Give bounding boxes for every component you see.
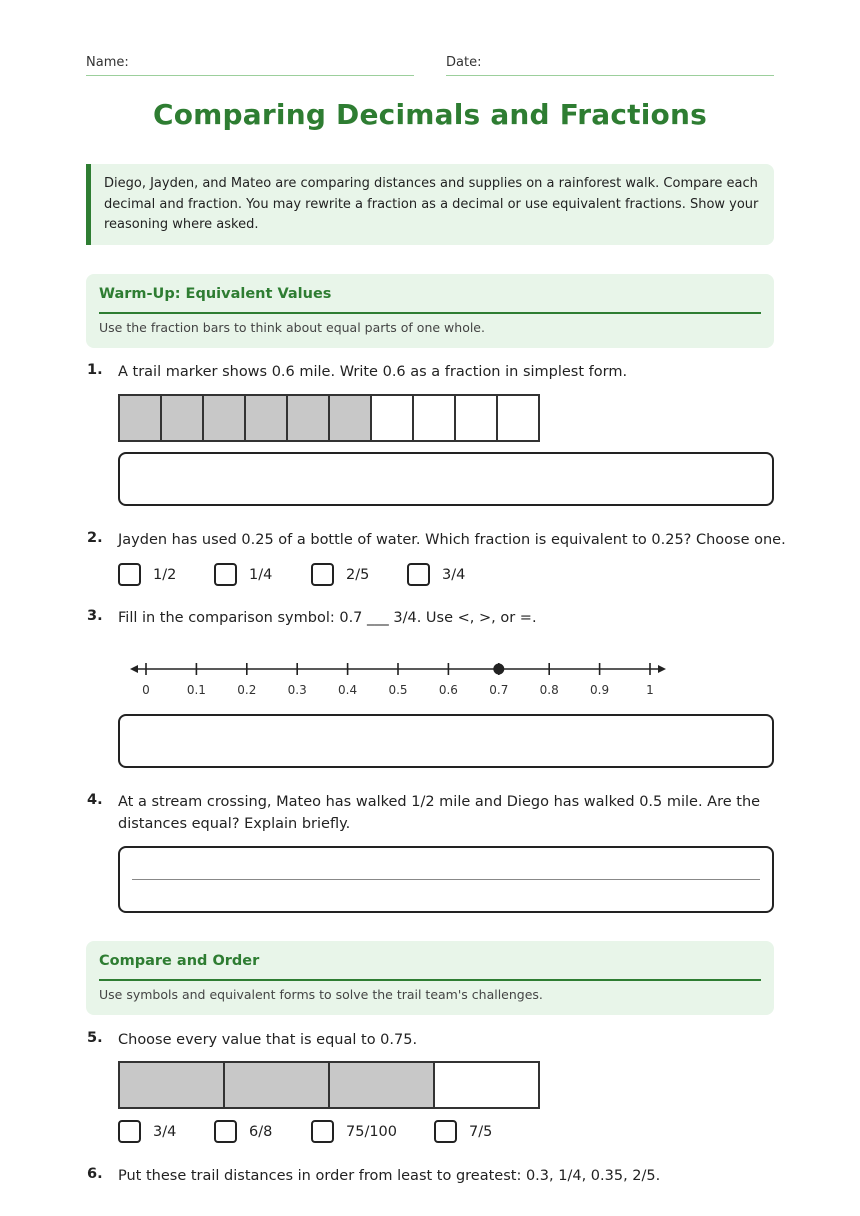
number-line-tick-label: 0.3: [287, 683, 307, 697]
question-text: Choose every value that is equal to 0.75.: [118, 1032, 418, 1048]
option-label: 1/2: [153, 566, 177, 583]
fraction-bar-fourths: [118, 1061, 540, 1109]
name-label: Name:: [86, 55, 129, 70]
bar-part-empty: [456, 396, 498, 440]
checkbox[interactable]: [407, 563, 430, 586]
question-number: 4.: [87, 792, 103, 808]
arrow-left-icon: [130, 665, 138, 673]
writing-line: [132, 879, 760, 880]
number-line-tick-label: 0.9: [590, 683, 610, 697]
bar-part-shaded: [330, 396, 372, 440]
question-number: 2.: [87, 530, 103, 546]
number-line-tick-label: 0: [142, 683, 150, 697]
bar-part-shaded: [246, 396, 288, 440]
option-choice[interactable]: [214, 1120, 272, 1143]
question-number: 1.: [87, 362, 103, 378]
bar-part-shaded: [120, 396, 162, 440]
bar-part-shaded: [204, 396, 246, 440]
number-line-tick-label: 0.5: [388, 683, 408, 697]
checkbox[interactable]: [434, 1120, 457, 1143]
number-line-tick-label: 0.7: [489, 683, 509, 697]
bar-part-empty: [498, 396, 538, 440]
option-choice[interactable]: [434, 1120, 492, 1143]
section-heading: Warm-Up: Equivalent Values: [99, 286, 332, 302]
checkbox[interactable]: [118, 563, 141, 586]
option-choice[interactable]: [311, 1120, 397, 1143]
section-warm-up: [86, 274, 774, 348]
option-choice[interactable]: [214, 563, 272, 586]
checkbox[interactable]: [311, 563, 334, 586]
section-compare-order: [86, 941, 774, 1015]
checkbox[interactable]: [118, 1120, 141, 1143]
section-subtitle: Use the fraction bars to think about equal parts of one whole.: [99, 320, 485, 335]
number-line: [118, 652, 678, 704]
section-heading: Compare and Order: [99, 953, 260, 969]
option-label: 7/5: [469, 1123, 493, 1140]
option-label: 6/8: [249, 1123, 273, 1140]
option-label: 2/5: [346, 566, 370, 583]
bar-part-shaded: [120, 1063, 225, 1107]
bar-part-shaded: [162, 396, 204, 440]
option-choice[interactable]: [311, 563, 369, 586]
fraction-bar-tenths: [118, 394, 540, 442]
bar-part-shaded: [288, 396, 330, 440]
checkbox[interactable]: [214, 563, 237, 586]
question-number: 5.: [87, 1030, 103, 1046]
date-line[interactable]: [446, 75, 774, 76]
section-subtitle: Use symbols and equivalent forms to solve the trail team's challenges.: [99, 987, 543, 1002]
question-text: Put these trail distances in order from least to greatest: 0.3, 1/4, 0.35, 2/5.: [118, 1168, 661, 1184]
option-label: 75/100: [346, 1123, 398, 1140]
section-divider: [99, 312, 761, 314]
option-label: 3/4: [442, 566, 466, 583]
option-label: 1/4: [249, 566, 273, 583]
number-line-tick-label: 0.4: [338, 683, 358, 697]
answer-box[interactable]: [118, 714, 774, 768]
question-text: Jayden has used 0.25 of a bottle of water. Which fraction is equivalent to 0.25? Choose one.: [118, 532, 786, 548]
number-line-point: [493, 664, 504, 675]
page-title: Comparing Decimals and Fractions: [152, 98, 707, 131]
bar-part-empty: [372, 396, 414, 440]
question-text: Fill in the comparison symbol: 0.7 ___ 3/4. Use <, >, or =.: [118, 610, 537, 626]
question-number: 3.: [87, 608, 103, 624]
number-line-tick-label: 0.1: [186, 683, 206, 697]
section-divider: [99, 979, 761, 981]
number-line-tick-label: 0.2: [237, 683, 257, 697]
question-number: 6.: [87, 1166, 103, 1182]
date-label: Date:: [446, 55, 482, 70]
question-text-line-1: At a stream crossing, Mateo has walked 1/2 mile and Diego has walked 0.5 mile. Are the: [118, 794, 761, 810]
intro-box: [86, 164, 774, 245]
intro-text: Diego, Jayden, and Mateo are comparing distances and supplies on a rainforest walk. Compare each decimal and fraction. You may rewrite a fraction as a decimal or use equivalent fractions. Show your reasoning where asked.: [104, 176, 759, 232]
checkbox[interactable]: [214, 1120, 237, 1143]
option-label: 3/4: [153, 1123, 177, 1140]
option-choice[interactable]: [118, 1120, 176, 1143]
answer-box[interactable]: [118, 452, 774, 506]
option-choice[interactable]: [118, 563, 176, 586]
arrow-right-icon: [658, 665, 666, 673]
option-choice[interactable]: [407, 563, 465, 586]
number-line-tick-label: 1: [646, 683, 654, 697]
number-line-tick-label: 0.8: [539, 683, 559, 697]
bar-part-empty: [435, 1063, 538, 1107]
bar-part-empty: [414, 396, 456, 440]
question-text-line-2: distances equal? Explain briefly.: [118, 816, 351, 832]
bar-part-shaded: [225, 1063, 330, 1107]
checkbox[interactable]: [311, 1120, 334, 1143]
bar-part-shaded: [330, 1063, 435, 1107]
question-text: A trail marker shows 0.6 mile. Write 0.6 as a fraction in simplest form.: [118, 364, 628, 380]
name-line[interactable]: [86, 75, 414, 76]
answer-box[interactable]: [118, 846, 774, 913]
number-line-tick-label: 0.6: [438, 683, 458, 697]
